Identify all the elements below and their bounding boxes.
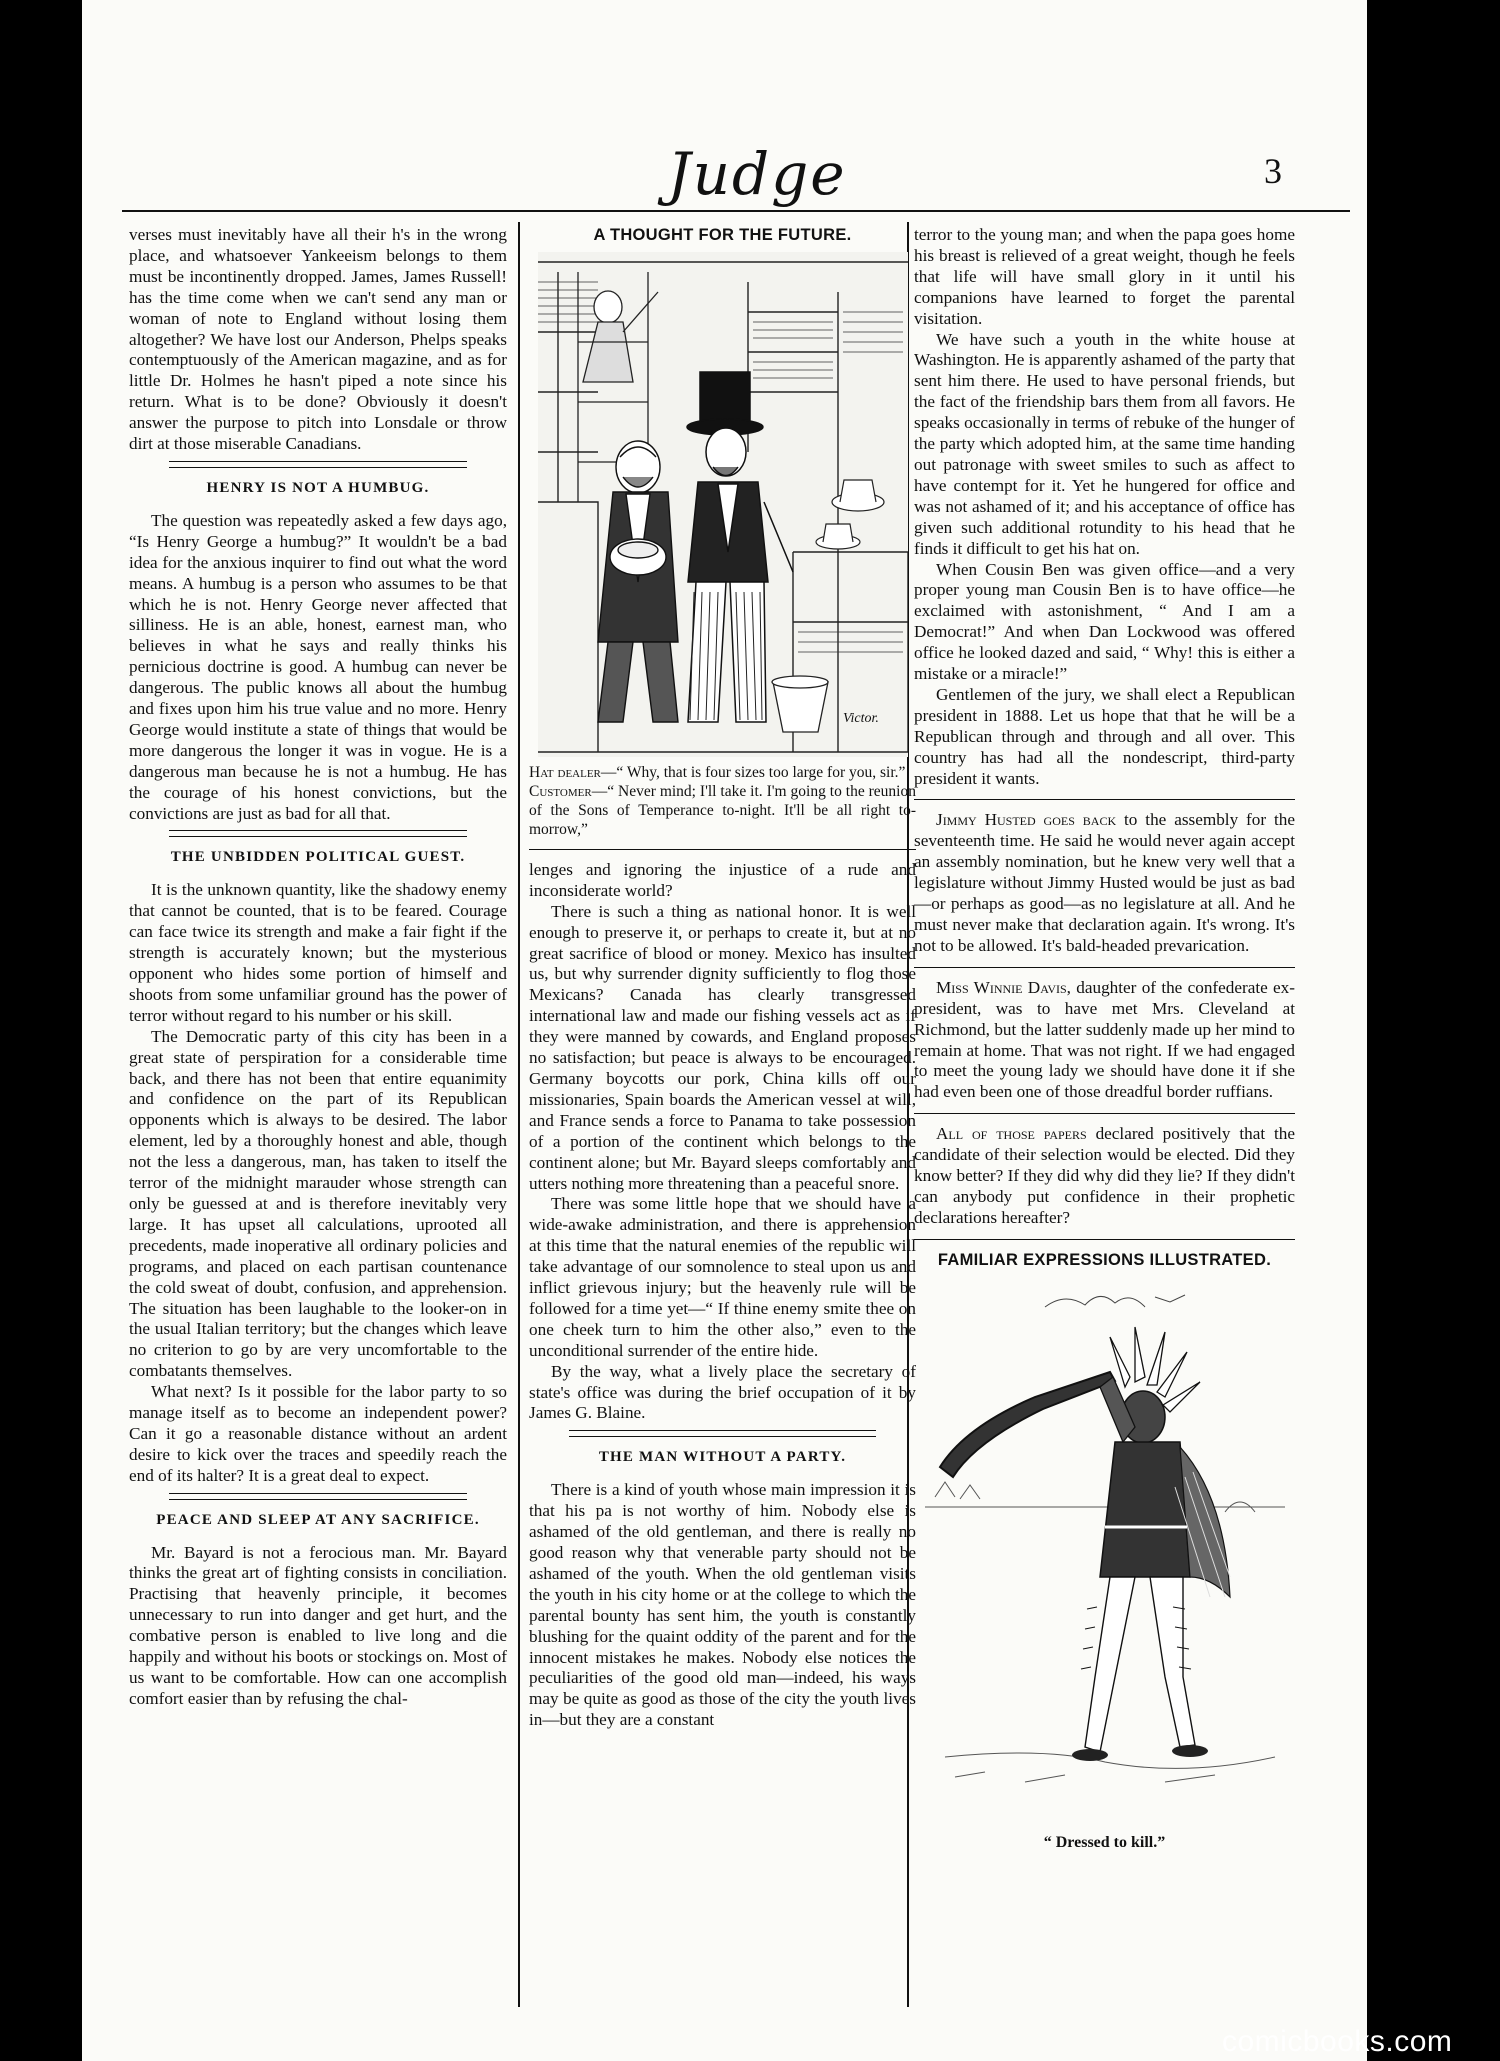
- section-divider: [169, 461, 467, 468]
- section-divider: [569, 1430, 876, 1437]
- paragraph-white-house-1: We have such a youth in the white house at Washington. He is apparently ashamed of the party that sent him there. He used to have personal friends, but the fact of the friendship bars them from all favors. He speaks occasionally in terms of rebuke of the hunger of the party which adopted him, at the same time handing out patronage with sweet smiles to such as affect to have contempt for it. Yet he hungered for office and was not ashamed of it; and his acceptance of office has given such additional rotundity to his head that he finds it difficult to get his hat on.: [914, 329, 1295, 558]
- heading-thought-future: A THOUGHT FOR THE FUTURE.: [593, 226, 852, 244]
- paragraph-davis: Miss Winnie Davis, daughter of the confederate ex-president, was to have met Mrs. Cleveland at Richmond, but the latter suddenly made up her mind to remain at home. That was not right. If we had engaged to meet the young lady we should have done it if she had even been one of those dreadful border ruffians.: [914, 977, 1296, 1102]
- caption-speaker-1: Hat dealer: [529, 763, 601, 781]
- section-divider: [169, 1493, 467, 1500]
- paragraph-white-house-2: When Cousin Ben was given office—and a very proper young man Cousin Ben is to have office—he exclaimed with astonishment, “ And I am a Democrat!” And when Dan Lockwood was offered office he looked dazed and said, “ Why! this is either a mistake or a miracle!”: [914, 559, 1295, 684]
- heading-peace-sleep: PEACE AND SLEEP AT ANY SACRIFICE.: [156, 1511, 480, 1528]
- paragraph-humbug: The question was repeatedly asked a few days ago, “Is Henry George a humbug?” It wouldn't be a bad idea for the anxious inquirer to find out what the word means. A humbug is a person who assumes to be that which he is not. Henry George never affected that silliness. He is an able, honest, earnest man, who believes in what he says and really thinks his pernicious doctrine is good. A humbug can never be dangerous. The public knows all about the humbug and fixes upon him his true value and no more. Henry George would institute a state of things that would be more dangerous the longer it was in vogue. He is a dangerous man because he is not a humbug. He has the courage of his honest convictions, but the convictions are just as bad for all that.: [129, 510, 507, 823]
- magazine-page: [82, 0, 1367, 2061]
- article-continuation: verses must inevitably have all their h's in the wrong place, and whatsoever Yankeeism belongs to them must be incontinently dropped. James, James Russell! has the time come when we can't send any man or woman of note to England without losing them altogether? We have lost our Anderson, Phelps speaks contemptuously of the American magazine, and as for little Dr. Holmes he hasn't piped a note since his return. What is to be done? Obviously it doesn't answer the purpose to pitch into Lonsdale or throw dirt at those miserable Canadians.: [129, 225, 507, 454]
- paragraph-honor-3: By the way, what a lively place the secretary of state's office was during the brief occupation of it by James G. Blaine.: [529, 1361, 916, 1423]
- cartoon-caption-dressed-to-kill: “ Dressed to kill.”: [1043, 1833, 1166, 1851]
- paragraph-guest-2: The Democratic party of this city has been in a great state of perspiration for a considerable time back, and there has not been that entire equanimity and confidence on the part of its Republican opponents which is always to be desired. The labor element, led by a thoroughly honest and able, though not the less a dangerous, man, has taken to itself the terror of the midnight marauder whose strength can only be guessed at and is therefore inevitably very large. It has upset all calculations, uprooted all precedents, made inoperative all ordinary policies and programs, and placed on each partisan countenance the cold sweat of doubt, confusion, and apprehension. The situation has been laughable to the looker-on in the usual Italian territory; but the changes which leave no criterion to go by are very uncomfortable to the combatants themselves.: [129, 1026, 507, 1381]
- caption-speaker-2: Customer: [529, 782, 592, 800]
- heading-man-without-party: THE MAN WITHOUT A PARTY.: [598, 1449, 847, 1466]
- paragraph-guest-1: It is the unknown quantity, like the shadowy enemy that cannot be counted, that is to be feared. Courage can face twice its strength and make a fair fight if the strength is accurately known; but the mysterious opponent who hides some portion of himself and shoots from some unfamiliar ground has the power of terror without regard to his number or his skill.: [129, 880, 507, 1025]
- heading-familiar-expressions: FAMILIAR EXPRESSIONS ILLUSTRATED.: [937, 1250, 1272, 1269]
- site-watermark: comicbooks.com: [1222, 2025, 1453, 2058]
- section-divider: [914, 1113, 1295, 1114]
- section-divider: [914, 1239, 1295, 1240]
- column-2: [529, 225, 916, 1731]
- heading-henry-humbug: HENRY IS NOT A HUMBUG.: [206, 479, 430, 496]
- paragraph-husted: Jimmy Husted goes back to the assembly for the seventeenth time. He said he would never again accept an assembly nomination, but he knew very well that a legislature without Jimmy Husted would be just as bad—or perhaps as good—as no legislature at all. And he must never make that declaration again. It's wrong. It's not to be allowed. It's bald-headed prevarication.: [914, 810, 1295, 955]
- column-3: [914, 225, 1295, 1854]
- paragraph-party: There is a kind of youth whose main impression it is that his pa is not worthy of him. Nobody else is ashamed of the old gentleman, and there is really no good reason why that venerable party should not be ashamed of the youth. When the old gentleman visits the youth in his city home or at the college to which the parental bounty has sent him, the youth is constantly blushing for the quaint oddity of the parent and for the innocent mistakes he makes. Nobody else notices the peculiarities of the good old man—indeed, his ways may be quite as good as those of the city the youth lives in—but they are a constant: [529, 1480, 916, 1730]
- hat-shop-cartoon: [538, 252, 908, 757]
- paragraph-guest-3: What next? Is it possible for the labor party to so manage itself as to become an independent power? Can it go a reasonable distance without an ardent desire to kick over the traces and speedily reach the end of its halter? It is a great deal to expect.: [129, 1382, 507, 1485]
- paragraph-continuation: terror to the young man; and when the papa goes home his breast is relieved of a great weight, though he feels that life will have small glory in it until his companions have learned to forget the parental visitation.: [914, 225, 1295, 328]
- column-rule-1: [518, 222, 520, 2007]
- section-divider: [529, 849, 916, 850]
- paragraph-white-house-3: Gentlemen of the jury, we shall elect a Republican president in 1888. Let us hope that that he will be a Republican through and through and all over. This country has had all the nondescript, third-party president it wants.: [914, 684, 1295, 788]
- section-divider: [169, 830, 467, 837]
- cartoon-caption: [529, 763, 916, 839]
- lead-in-husted: Jimmy Husted goes back: [936, 810, 1117, 830]
- paragraph-continuation: lenges and ignoring the injustice of a rude and inconsiderate world?: [529, 859, 916, 900]
- cartoon-signature: Victor.: [842, 710, 879, 726]
- lead-in-davis: Miss Winnie Davis: [936, 977, 1067, 997]
- page-number: 3: [1264, 151, 1282, 191]
- paragraph-honor-2: There was some little hope that we should have a wide-awake administration, and there is apprehension at this time that the natural enemies of the republic will take advantage of our somnolence to steal upon us and inflict grievous injury; but the heavenly rule will be followed for a time yet—“ If thine enemy smite thee on one cheek turn to him the other also,” even to the unconditional surrender of the entire hide.: [529, 1194, 916, 1360]
- lead-in-papers: All of those papers: [936, 1124, 1087, 1144]
- caption-line-1: —“ Why, that is four sizes too large for you, sir.”: [600, 763, 906, 781]
- caption-line-2: —“ Never mind; I'll take it. I'm going to the reunion of the Sons of Temperance to-night. It'll be all right to-morrow,”: [529, 782, 916, 838]
- column-1: [129, 225, 507, 1710]
- paragraph-peace: Mr. Bayard is not a ferocious man. Mr. Bayard thinks the great art of fighting consists in conciliation. Practising that heavenly principle, it becomes unnecessary to run into danger and get hurt, and the combative person is enabled to live long and die happily and without his boots or stockings on. Most of us want to be comfortable. How can one accomplish comfort easier than by refusing the chal-: [129, 1542, 507, 1708]
- heading-unbidden-guest: THE UNBIDDEN POLITICAL GUEST.: [170, 849, 466, 866]
- masthead-title: Judge: [667, 140, 847, 208]
- dressed-to-kill-cartoon: [925, 1277, 1285, 1827]
- paragraph-honor-1: There is such a thing as national honor. It is well enough to preserve it, or perhaps to create it, but at no great sacrifice of blood or money. Mexico has insulted us, but why surrender dignity sufficiently to flog those Mexicans? Canada has clearly transgressed international law and made our fishing vessels act as if they were manned by cowards, and England proposes no satisfaction; but peace is always to be encouraged. Germany boycotts our pork, China kills off our missionaries, Spain boards the American vessel at will, and France sends a force to Panama to take possession of a portion of the continent which belongs to the continent alone; but Mr. Bayard sleeps comfortably and utters nothing more threatening than a peaceful snore.: [529, 901, 916, 1193]
- paragraph-papers: All of those papers declared positively that the candidate of their selection would be elected. Did they know better? If they did why did they lie? If they didn't can anybody put confidence in their prophetic declarations hereafter?: [914, 1124, 1295, 1227]
- header-rule: [122, 210, 1350, 212]
- section-divider: [914, 799, 1295, 800]
- section-divider: [914, 967, 1295, 968]
